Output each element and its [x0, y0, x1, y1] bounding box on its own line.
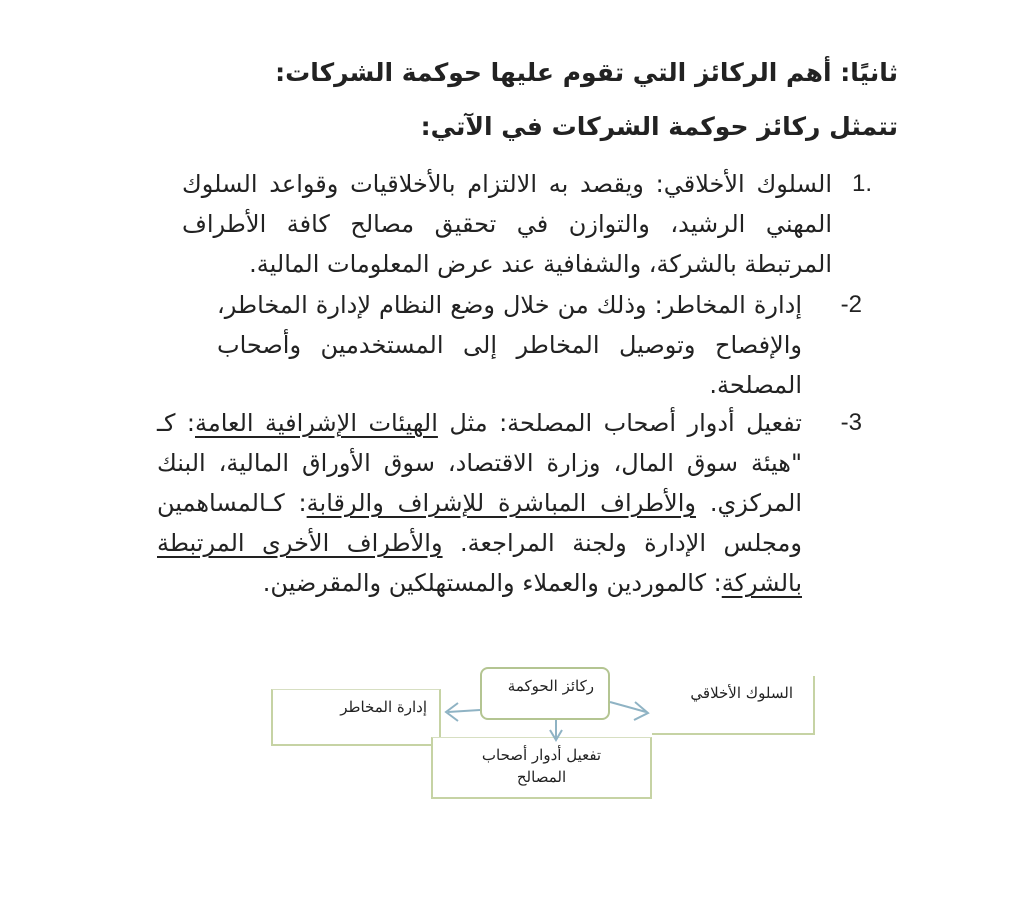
list-number: 1. — [851, 170, 872, 197]
list-number: -3 — [840, 409, 862, 436]
list-item-text: السلوك الأخلاقي: ويقصد به الالتزام بالأخلاقيات وقواعد السلوك المهني الرشيد، والتوازن في تحقيق مصالح كافة الأطراف المرتبطة بالشركة، والشفافية عند عرض المعلومات المالية. — [182, 170, 832, 278]
list-item-text: إدارة المخاطر: وذلك من خلال وضع النظام لإدارة المخاطر، والإفصاح وتوصيل المخاطر إلى المستخدمين وأصحاب المصلحة. — [217, 291, 802, 399]
underlined-term: والأطراف المباشرة للإشراف والرقابة — [306, 489, 696, 517]
list-item-ethics — [182, 164, 872, 284]
underlined-term: الهيئات الإشرافية العامة — [195, 409, 438, 437]
list-item-risk — [217, 285, 862, 405]
list-number: -2 — [840, 291, 862, 318]
main-heading: ثانيًا: أهم الركائز التي تقوم عليها حوكمة الشركات: — [275, 58, 898, 87]
diagram-box-ethics: السلوك الأخلاقي — [652, 676, 815, 735]
arrow-right-line — [610, 702, 646, 712]
diagram-box-risk: إدارة المخاطر — [271, 689, 441, 746]
diagram-box-line: المصالح — [516, 768, 567, 786]
arrow-left-head — [446, 703, 458, 721]
list-item-text-part: تفعيل أدوار أصحاب المصلحة: مثل — [437, 409, 802, 437]
diagram-box-line: تفعيل أدوار أصحاب — [481, 746, 602, 764]
arrow-right-head — [634, 702, 648, 720]
diagram-box-stakeholders — [431, 737, 652, 799]
underlined-term: والأطراف الأخرى المرتبطة بالشركة — [157, 529, 802, 597]
list-item-text-part: : كـالمساهمين ومجلس الإدارة ولجنة المراجعة. — [157, 489, 802, 557]
list-item-stakeholders — [157, 403, 862, 603]
list-item-text-part: : كالموردين والعملاء والمستهلكين والمقرضين. — [262, 569, 722, 597]
diagram-box-center: ركائز الحوكمة — [480, 667, 610, 720]
list-item-text-part: : كـ "هيئة سوق المال، وزارة الاقتصاد، سوق الأوراق المالية، البنك المركزي. — [157, 409, 802, 517]
arrow-left-line — [448, 710, 480, 712]
sub-heading: تتمثل ركائز حوكمة الشركات في الآتي: — [420, 112, 898, 141]
